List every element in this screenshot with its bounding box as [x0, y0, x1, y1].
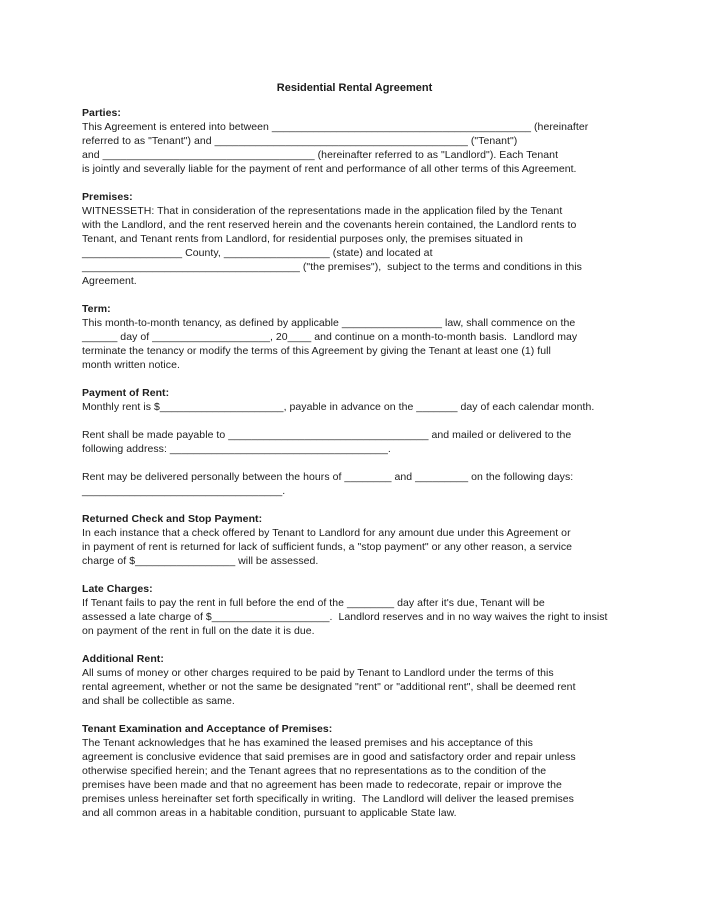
paragraph [82, 204, 627, 288]
paragraph [82, 316, 627, 372]
text-line: WITNESSETH: That in consideration of the representations made in the application filed by the Tenant [82, 205, 563, 217]
section-heading: Tenant Examination and Acceptance of Premises: [82, 723, 333, 735]
text-line: in payment of rent is returned for lack of sufficient funds, a "stop payment" or any other reason, a service [82, 541, 573, 553]
text-line: _____________________________________ ("the premises"), subject to the terms and conditions in this [82, 261, 582, 273]
paragraph [82, 400, 627, 414]
text-line: premises unless hereinafter set forth specifically in writing. The Landlord will deliver the leased premises [82, 793, 574, 805]
text-line: Tenant, and Tenant rents from Landlord, for residential purposes only, the premises situated in [82, 233, 523, 245]
section-late-charges [82, 582, 627, 638]
text-line: Rent may be delivered personally between the hours of ________ and _________ on the following days: [82, 471, 574, 483]
text-line: The Tenant acknowledges that he has examined the leased premises and his acceptance of this [82, 737, 533, 749]
paragraph [82, 596, 627, 638]
section-term [82, 302, 627, 372]
text-line: following address: _____________________________________. [82, 443, 391, 455]
text-line: This month-to-month tenancy, as defined by applicable _________________ law, shall commence on the [82, 317, 576, 329]
section-returned-check-and-stop-payment [82, 512, 627, 568]
section-heading: Premises: [82, 191, 133, 203]
document-title: Residential Rental Agreement [276, 82, 433, 94]
text-line: charge of $_________________ will be assessed. [82, 555, 319, 567]
text-line: premises have been made and that no agreement has been made to redecorate, repair or improve the [82, 779, 562, 791]
text-line: This Agreement is entered into between ____________________________________________ (hereinafter [82, 121, 589, 133]
text-line: otherwise specified herein; and the Tenant agrees that no representations as to the condition of the [82, 765, 547, 777]
text-line: referred to as "Tenant") and ___________________________________________ ("Tenant") [82, 135, 518, 147]
text-line: If Tenant fails to pay the rent in full before the end of the ________ day after it's due, Tenant will be [82, 597, 545, 609]
section-heading: Parties: [82, 107, 121, 119]
section-heading: Returned Check and Stop Payment: [82, 513, 263, 525]
section-heading: Late Charges: [82, 583, 153, 595]
text-line: with the Landlord, and the rent reserved herein and the covenants herein contained, the Landlord rents to [82, 219, 577, 231]
paragraph [82, 736, 627, 820]
paragraph [82, 526, 627, 568]
section-payment-of-rent [82, 386, 627, 498]
text-line: rental agreement, whether or not the same be designated "rent" or "additional rent", shall be deemed rent [82, 681, 576, 693]
text-line: __________________________________. [82, 485, 286, 497]
text-line: All sums of money or other charges required to be paid by Tenant to Landlord under the terms of this [82, 667, 554, 679]
section-parties [82, 106, 627, 176]
text-line: Rent shall be made payable to __________________________________ and mailed or delivered to the [82, 429, 572, 441]
section-heading: Term: [82, 303, 111, 315]
section-tenant-examination-and-acceptance-of-premises [82, 722, 627, 820]
text-line: is jointly and severally liable for the payment of rent and performance of all other terms of this Agreement. [82, 163, 577, 175]
text-line: Monthly rent is $_____________________, payable in advance on the _______ day of each calendar month. [82, 401, 595, 413]
text-line: terminate the tenancy or modify the terms of this Agreement by giving the Tenant at least one (1) full [82, 345, 551, 357]
paragraph [82, 428, 627, 456]
section-premises [82, 190, 627, 288]
text-line: Agreement. [82, 275, 137, 287]
section-heading: Payment of Rent: [82, 387, 170, 399]
document-body [82, 106, 627, 820]
text-line: and ____________________________________ (hereinafter referred to as "Landlord"). Each Tenant [82, 149, 559, 161]
text-line: ______ day of ____________________, 20____ and continue on a month-to-month basis. Landlord may [82, 331, 578, 343]
text-line: _________________ County, __________________ (state) and located at [82, 247, 433, 259]
text-line: on payment of the rent in full on the date it is due. [82, 625, 315, 637]
paragraph [82, 470, 627, 498]
paragraph [82, 120, 627, 176]
text-line: month written notice. [82, 359, 180, 371]
text-line: assessed a late charge of $____________________. Landlord reserves and in no way waives the right to insist [82, 611, 608, 623]
text-line: and shall be collectible as same. [82, 695, 235, 707]
section-additional-rent [82, 652, 627, 708]
section-heading: Additional Rent: [82, 653, 164, 665]
text-line: In each instance that a check offered by Tenant to Landlord for any amount due under this Agreement or [82, 527, 571, 539]
paragraph [82, 666, 627, 708]
text-line: agreement is conclusive evidence that said premises are in good and satisfactory order and repair unless [82, 751, 576, 763]
text-line: and all common areas in a habitable condition, pursuant to applicable State law. [82, 807, 457, 819]
